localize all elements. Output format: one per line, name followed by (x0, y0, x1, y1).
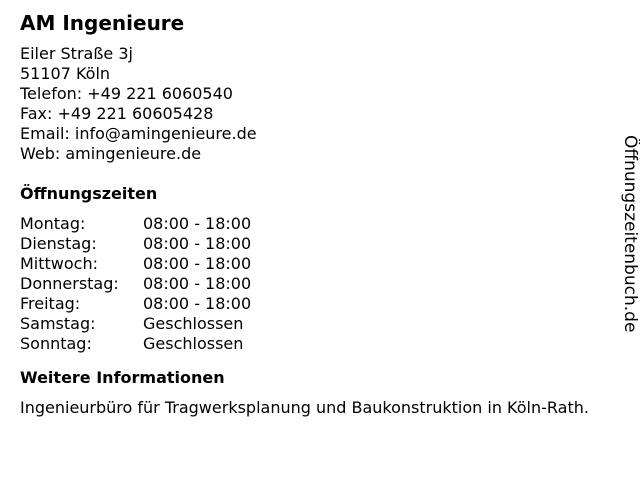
email-address: Email: info@amingenieure.de (20, 124, 257, 143)
fax-number: Fax: +49 221 60605428 (20, 104, 214, 123)
hours-time: 08:00 - 18:00 (143, 294, 252, 313)
hours-day: Donnerstag: (20, 274, 119, 293)
city-address: 51107 Köln (20, 64, 111, 83)
hours-row (20, 214, 610, 234)
hours-row (20, 254, 610, 274)
hours-row (20, 294, 610, 314)
hours-time: Geschlossen (143, 334, 244, 353)
hours-row (20, 234, 610, 254)
site-watermark: Öffnungszeitenbuch.de (620, 135, 640, 333)
phone-number: Telefon: +49 221 6060540 (20, 84, 233, 103)
hours-time: 08:00 - 18:00 (143, 274, 252, 293)
hours-day: Montag: (20, 214, 86, 233)
hours-day: Freitag: (20, 294, 81, 313)
hours-day: Mittwoch: (20, 254, 98, 273)
hours-time: 08:00 - 18:00 (143, 234, 252, 253)
further-info-heading: Weitere Informationen (20, 368, 225, 387)
street-address: Eiler Straße 3j (20, 44, 133, 63)
contact-block (20, 44, 610, 164)
hours-row (20, 274, 610, 294)
business-card (20, 10, 610, 418)
hours-time: 08:00 - 18:00 (143, 254, 252, 273)
further-info-text: Ingenieurbüro für Tragwerksplanung und Baukonstruktion in Köln-Rath. (20, 398, 589, 417)
opening-hours-table (20, 214, 610, 354)
hours-day: Sonntag: (20, 334, 92, 353)
website: Web: amingenieure.de (20, 144, 202, 163)
hours-row (20, 334, 610, 354)
hours-time: Geschlossen (143, 314, 244, 333)
hours-day: Samstag: (20, 314, 96, 333)
company-name: AM Ingenieure (20, 11, 185, 35)
hours-time: 08:00 - 18:00 (143, 214, 252, 233)
hours-row (20, 314, 610, 334)
opening-hours-heading: Öffnungszeiten (20, 184, 158, 203)
hours-day: Dienstag: (20, 234, 97, 253)
